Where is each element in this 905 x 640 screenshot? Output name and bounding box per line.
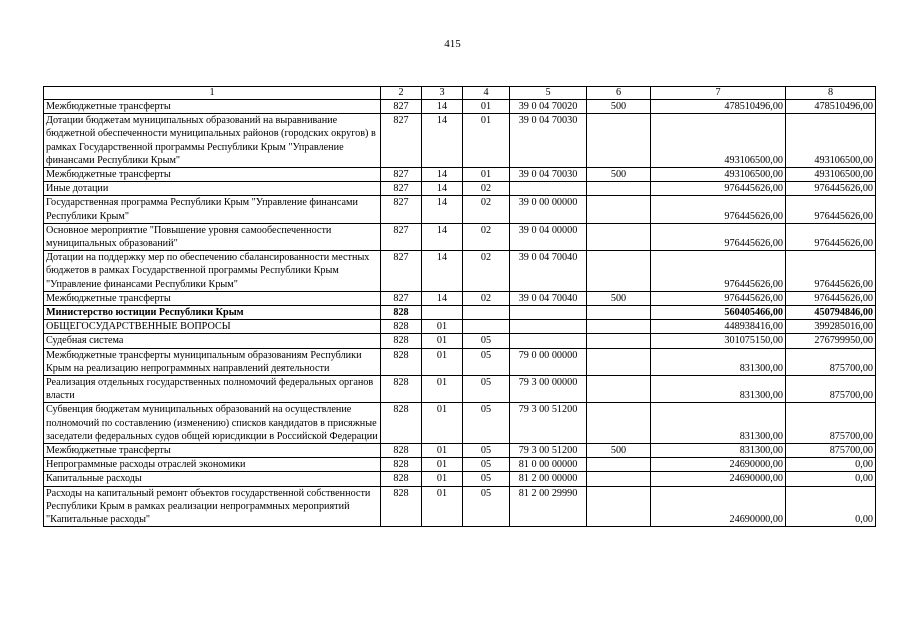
row-ved-cell: 828: [381, 348, 422, 375]
row-target-article-cell: 39 0 04 70040: [510, 251, 587, 292]
row-subsection-cell: 02: [463, 223, 510, 250]
row-expense-type-cell: [587, 196, 651, 223]
row-ved-cell: 828: [381, 472, 422, 486]
row-section-cell: 14: [422, 196, 463, 223]
row-sum-year2-cell: 450794846,00: [786, 306, 876, 320]
row-name-cell: ОБЩЕГОСУДАРСТВЕННЫЕ ВОПРОСЫ: [44, 320, 381, 334]
row-sum-year2-cell: 478510496,00: [786, 100, 876, 114]
row-ved-cell: 827: [381, 182, 422, 196]
row-expense-type-cell: [587, 486, 651, 527]
table-row: [44, 334, 876, 348]
row-section-cell: 14: [422, 251, 463, 292]
row-ved-cell: 827: [381, 196, 422, 223]
row-name-cell: Непрограммные расходы отраслей экономики: [44, 458, 381, 472]
row-subsection-cell: 05: [463, 458, 510, 472]
row-sum-year1-cell: 831300,00: [651, 444, 786, 458]
row-ved-cell: 828: [381, 334, 422, 348]
row-sum-year2-cell: 0,00: [786, 486, 876, 527]
row-expense-type-cell: [587, 348, 651, 375]
row-section-cell: [422, 306, 463, 320]
row-expense-type-cell: [587, 403, 651, 444]
row-sum-year2-cell: 0,00: [786, 458, 876, 472]
row-subsection-cell: [463, 306, 510, 320]
row-name-cell: Судебная система: [44, 334, 381, 348]
table-row: [44, 444, 876, 458]
column-header: 3: [422, 87, 463, 100]
table-row: [44, 168, 876, 182]
row-target-article-cell: [510, 182, 587, 196]
row-expense-type-cell: 500: [587, 100, 651, 114]
table-row: [44, 114, 876, 168]
row-sum-year2-cell: 976445626,00: [786, 196, 876, 223]
table-row: [44, 182, 876, 196]
row-sum-year1-cell: 831300,00: [651, 403, 786, 444]
row-subsection-cell: 02: [463, 182, 510, 196]
row-sum-year2-cell: 0,00: [786, 472, 876, 486]
row-section-cell: 14: [422, 114, 463, 168]
row-sum-year2-cell: 493106500,00: [786, 168, 876, 182]
row-subsection-cell: 01: [463, 100, 510, 114]
row-target-article-cell: 81 2 00 29990: [510, 486, 587, 527]
row-name-cell: Межбюджетные трансферты: [44, 168, 381, 182]
row-target-article-cell: [510, 334, 587, 348]
row-ved-cell: 828: [381, 403, 422, 444]
row-name-cell: Иные дотации: [44, 182, 381, 196]
row-target-article-cell: 79 3 00 00000: [510, 376, 587, 403]
table-row: [44, 486, 876, 527]
row-subsection-cell: 05: [463, 486, 510, 527]
row-expense-type-cell: [587, 376, 651, 403]
column-numbers-row: [44, 87, 876, 100]
row-expense-type-cell: 500: [587, 291, 651, 305]
row-sum-year2-cell: 276799950,00: [786, 334, 876, 348]
table-row: [44, 403, 876, 444]
row-name-cell: Субвенция бюджетам муниципальных образований на осуществление полномочий по составлению (изменению) списков кандидатов в присяжные заседатели федеральных судов общей юрисдикции в Российской Федерации: [44, 403, 381, 444]
row-target-article-cell: 39 0 04 70040: [510, 291, 587, 305]
row-subsection-cell: 05: [463, 376, 510, 403]
row-subsection-cell: 05: [463, 444, 510, 458]
row-name-cell: Межбюджетные трансферты: [44, 291, 381, 305]
row-ved-cell: 827: [381, 114, 422, 168]
row-subsection-cell: 05: [463, 472, 510, 486]
column-header: 6: [587, 87, 651, 100]
row-section-cell: 14: [422, 223, 463, 250]
row-subsection-cell: [463, 320, 510, 334]
row-name-cell: Капитальные расходы: [44, 472, 381, 486]
row-subsection-cell: 01: [463, 114, 510, 168]
table-row: [44, 100, 876, 114]
row-target-article-cell: 39 0 04 70020: [510, 100, 587, 114]
table-row: [44, 348, 876, 375]
row-name-cell: Дотации на поддержку мер по обеспечению сбалансированности местных бюджетов в рамках Государственной программы Республики Крым "Управление финансами Республики Крым": [44, 251, 381, 292]
column-header: 2: [381, 87, 422, 100]
row-ved-cell: 828: [381, 486, 422, 527]
row-expense-type-cell: [587, 251, 651, 292]
row-sum-year2-cell: 976445626,00: [786, 182, 876, 196]
row-target-article-cell: 79 0 00 00000: [510, 348, 587, 375]
row-sum-year2-cell: 976445626,00: [786, 251, 876, 292]
row-ved-cell: 827: [381, 251, 422, 292]
row-sum-year1-cell: 301075150,00: [651, 334, 786, 348]
row-section-cell: 14: [422, 182, 463, 196]
row-sum-year1-cell: 24690000,00: [651, 486, 786, 527]
row-target-article-cell: 81 2 00 00000: [510, 472, 587, 486]
row-ved-cell: 828: [381, 444, 422, 458]
row-section-cell: 01: [422, 348, 463, 375]
row-sum-year2-cell: 493106500,00: [786, 114, 876, 168]
row-section-cell: 01: [422, 376, 463, 403]
row-name-cell: Государственная программа Республики Крым "Управление финансами Республики Крым": [44, 196, 381, 223]
row-expense-type-cell: [587, 182, 651, 196]
row-ved-cell: 828: [381, 320, 422, 334]
row-subsection-cell: 02: [463, 196, 510, 223]
row-target-article-cell: 39 0 00 00000: [510, 196, 587, 223]
column-header: 7: [651, 87, 786, 100]
row-name-cell: Межбюджетные трансферты муниципальным образованиям Республики Крым на реализацию непрограммных направлений деятельности: [44, 348, 381, 375]
row-target-article-cell: [510, 320, 587, 334]
row-sum-year2-cell: 875700,00: [786, 348, 876, 375]
row-sum-year1-cell: 493106500,00: [651, 114, 786, 168]
row-section-cell: 01: [422, 403, 463, 444]
row-sum-year1-cell: 24690000,00: [651, 472, 786, 486]
table-row: [44, 472, 876, 486]
row-ved-cell: 827: [381, 168, 422, 182]
row-ved-cell: 828: [381, 376, 422, 403]
row-section-cell: 01: [422, 458, 463, 472]
row-sum-year1-cell: 831300,00: [651, 376, 786, 403]
row-name-cell: Межбюджетные трансферты: [44, 444, 381, 458]
row-target-article-cell: 81 0 00 00000: [510, 458, 587, 472]
row-sum-year1-cell: 976445626,00: [651, 251, 786, 292]
row-subsection-cell: 05: [463, 348, 510, 375]
row-expense-type-cell: [587, 458, 651, 472]
row-expense-type-cell: 500: [587, 444, 651, 458]
row-expense-type-cell: 500: [587, 168, 651, 182]
row-subsection-cell: 05: [463, 334, 510, 348]
row-sum-year1-cell: 24690000,00: [651, 458, 786, 472]
row-expense-type-cell: [587, 114, 651, 168]
row-subsection-cell: 05: [463, 403, 510, 444]
row-sum-year1-cell: 448938416,00: [651, 320, 786, 334]
row-ved-cell: 828: [381, 306, 422, 320]
page-number: 415: [444, 38, 461, 50]
row-sum-year2-cell: 399285016,00: [786, 320, 876, 334]
column-header: 5: [510, 87, 587, 100]
row-target-article-cell: [510, 306, 587, 320]
column-header: 4: [463, 87, 510, 100]
row-section-cell: 14: [422, 168, 463, 182]
row-expense-type-cell: [587, 320, 651, 334]
row-sum-year1-cell: 976445626,00: [651, 291, 786, 305]
row-sum-year2-cell: 875700,00: [786, 444, 876, 458]
column-header: 1: [44, 87, 381, 100]
budget-table: [43, 86, 876, 527]
row-sum-year1-cell: 831300,00: [651, 348, 786, 375]
row-ved-cell: 827: [381, 291, 422, 305]
row-target-article-cell: 39 0 04 70030: [510, 114, 587, 168]
row-sum-year2-cell: 875700,00: [786, 376, 876, 403]
row-sum-year1-cell: 976445626,00: [651, 196, 786, 223]
row-sum-year1-cell: 478510496,00: [651, 100, 786, 114]
row-section-cell: 01: [422, 320, 463, 334]
row-sum-year1-cell: 493106500,00: [651, 168, 786, 182]
row-section-cell: 01: [422, 472, 463, 486]
row-sum-year1-cell: 560405466,00: [651, 306, 786, 320]
table-row: [44, 306, 876, 320]
row-subsection-cell: 01: [463, 168, 510, 182]
row-target-article-cell: 39 0 04 70030: [510, 168, 587, 182]
table-row: [44, 223, 876, 250]
row-name-cell: Основное мероприятие "Повышение уровня самообеспеченности муниципальных образований": [44, 223, 381, 250]
row-section-cell: 14: [422, 291, 463, 305]
row-section-cell: 01: [422, 444, 463, 458]
row-target-article-cell: 79 3 00 51200: [510, 403, 587, 444]
row-sum-year2-cell: 976445626,00: [786, 291, 876, 305]
row-section-cell: 01: [422, 486, 463, 527]
row-expense-type-cell: [587, 472, 651, 486]
row-sum-year2-cell: 875700,00: [786, 403, 876, 444]
table-row: [44, 376, 876, 403]
row-section-cell: 14: [422, 100, 463, 114]
row-name-cell: Реализация отдельных государственных полномочий федеральных органов власти: [44, 376, 381, 403]
row-target-article-cell: 79 3 00 51200: [510, 444, 587, 458]
row-sum-year1-cell: 976445626,00: [651, 182, 786, 196]
row-name-cell: Министерство юстиции Республики Крым: [44, 306, 381, 320]
table-row: [44, 196, 876, 223]
row-name-cell: Расходы на капитальный ремонт объектов государственной собственности Республики Крым в рамках реализации непрограммных мероприятий "Капитальные расходы": [44, 486, 381, 527]
row-subsection-cell: 02: [463, 291, 510, 305]
row-expense-type-cell: [587, 334, 651, 348]
row-name-cell: Межбюджетные трансферты: [44, 100, 381, 114]
row-target-article-cell: 39 0 04 00000: [510, 223, 587, 250]
table-row: [44, 251, 876, 292]
row-ved-cell: 828: [381, 458, 422, 472]
row-ved-cell: 827: [381, 223, 422, 250]
row-sum-year2-cell: 976445626,00: [786, 223, 876, 250]
table-row: [44, 320, 876, 334]
table-row: [44, 291, 876, 305]
row-ved-cell: 827: [381, 100, 422, 114]
row-expense-type-cell: [587, 223, 651, 250]
row-sum-year1-cell: 976445626,00: [651, 223, 786, 250]
row-expense-type-cell: [587, 306, 651, 320]
column-header: 8: [786, 87, 876, 100]
row-name-cell: Дотации бюджетам муниципальных образований на выравнивание бюджетной обеспеченности муниципальных районов (городских округов) в рамках Государственной программы Республики Крым "Управление финансами Республики Крым": [44, 114, 381, 168]
row-section-cell: 01: [422, 334, 463, 348]
row-subsection-cell: 02: [463, 251, 510, 292]
table-row: [44, 458, 876, 472]
